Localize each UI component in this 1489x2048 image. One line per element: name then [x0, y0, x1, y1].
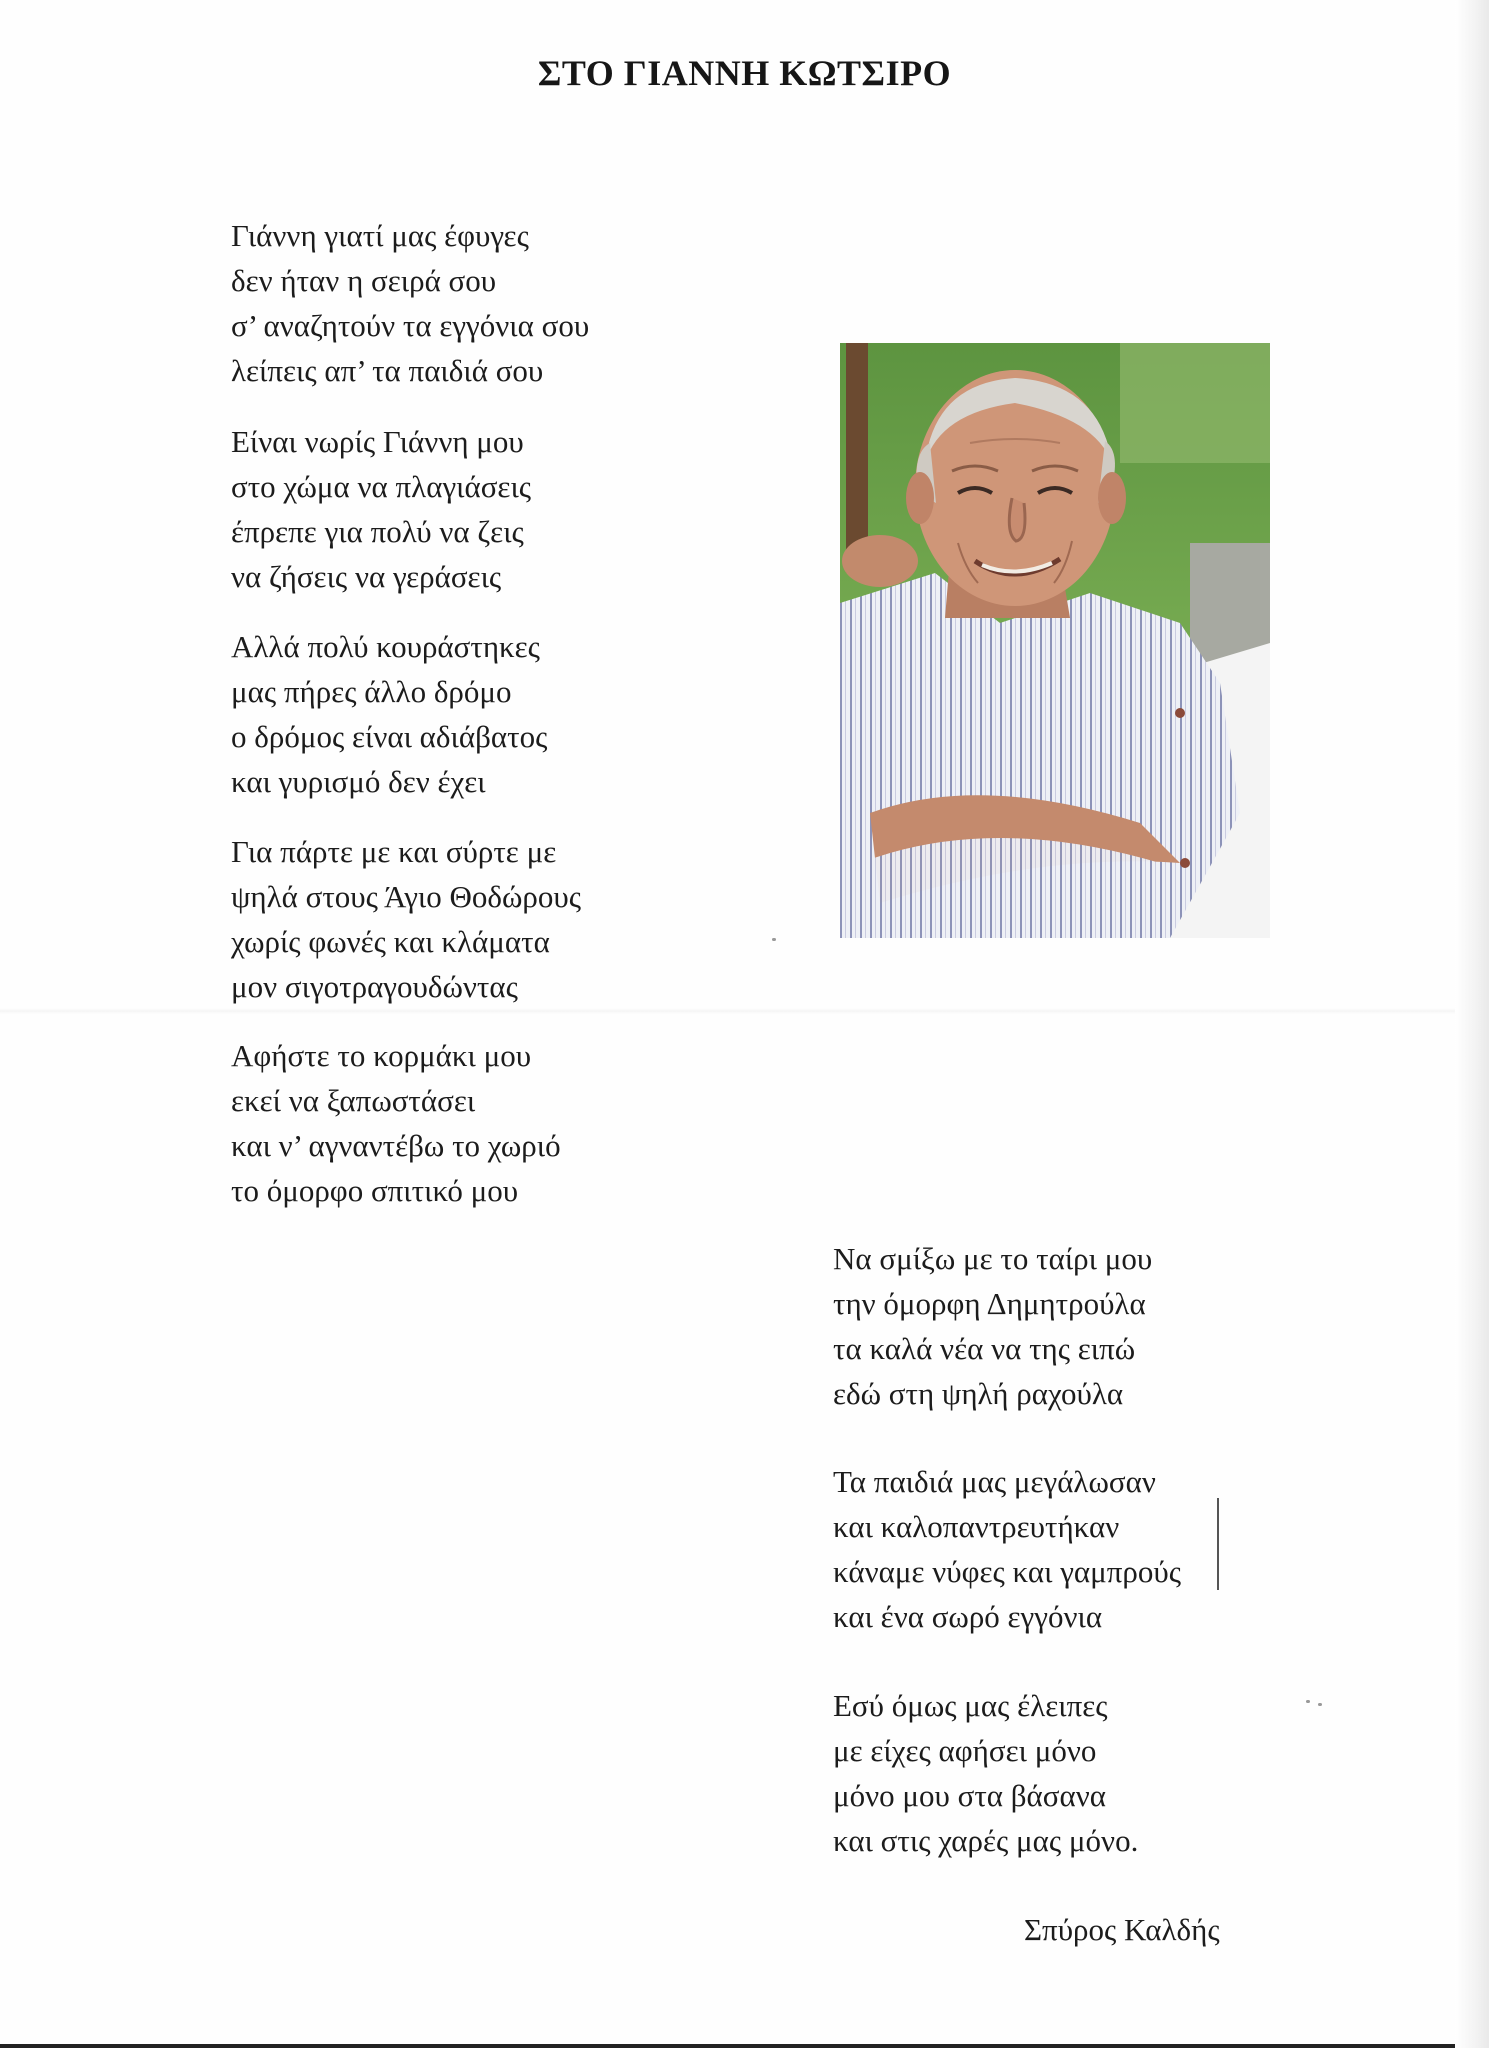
stanza-line: μον σιγοτραγουδώντας [231, 969, 518, 1004]
stanza-line: ψηλά στους Άγιο Θοδώρους [231, 879, 582, 914]
stanza-line: κάναμε νύφες και γαμπρούς [833, 1554, 1182, 1589]
stanza-line: Εσύ όμως μας έλειπες [833, 1688, 1108, 1723]
stanza-line: Αφήστε το κορμάκι μου [231, 1038, 532, 1073]
stanza-line: Αλλά πολύ κουράστηκες [231, 629, 540, 664]
stanza-line: τα καλά νέα να της ειπώ [833, 1331, 1136, 1366]
stanza-line: και ν’ αγναντέβω το χωριό [231, 1128, 561, 1163]
stanza-8 [833, 1683, 1138, 1863]
stanza-7 [833, 1459, 1181, 1639]
author-signature: Σπύρος Καλδής [1024, 1912, 1220, 1947]
paper-fold-line [0, 1008, 1489, 1014]
stanza-line: μόνο μου στα βάσανα [833, 1778, 1106, 1813]
portrait-photo [840, 343, 1270, 938]
stanza-line: και στις χαρές μας μόνο. [833, 1823, 1139, 1858]
stanza-line: Να σμίξω με το ταίρι μου [833, 1241, 1153, 1276]
portrait-photo-icon [840, 343, 1270, 938]
stanza-2 [231, 419, 531, 599]
stanza-line: χωρίς φωνές και κλάματα [231, 924, 550, 959]
stanza-line: ο δρόμος είναι αδιάβατος [231, 719, 548, 754]
stanza-line: και γυρισμό δεν έχει [231, 764, 486, 799]
stanza-line: σ’ αναζητούν τα εγγόνια σου [231, 308, 590, 343]
scan-speck [772, 938, 776, 941]
stanza-line: την όμορφη Δημητρούλα [833, 1286, 1146, 1321]
stanza-line: Είναι νωρίς Γιάννη μου [231, 424, 524, 459]
stanza-line: έπρεπε για πολύ να ζεις [231, 514, 524, 549]
stanza-line: και καλοπαντρευτήκαν [833, 1509, 1120, 1544]
scan-speck [1306, 1700, 1310, 1703]
stanza-1 [231, 213, 589, 393]
stanza-line: εκεί να ξαπωστάσει [231, 1083, 476, 1118]
poem-title: ΣΤΟ ΓΙΑΝΝΗ ΚΩΤΣΙΡΟ [537, 53, 952, 93]
stanza-line: μας πήρες άλλο δρόμο [231, 674, 512, 709]
stanza-6 [833, 1236, 1152, 1416]
stanza-5 [231, 1033, 561, 1213]
stanza-line: και ένα σωρό εγγόνια [833, 1599, 1103, 1634]
stanza-line: Τα παιδιά μας μεγάλωσαν [833, 1464, 1156, 1499]
stanza-3 [231, 624, 547, 804]
stanza-line: λείπεις απ’ τα παιδιά σου [231, 353, 544, 388]
stanza-line: το όμορφο σπιτικό μου [231, 1173, 519, 1208]
scan-speck [1318, 1703, 1322, 1706]
stanza-4 [231, 829, 581, 1009]
stanza-line: δεν ήταν η σειρά σου [231, 263, 497, 298]
stanza-line: με είχες αφήσει μόνο [833, 1733, 1097, 1768]
stanza-line: στο χώμα να πλαγιάσεις [231, 469, 532, 504]
scan-mark [1217, 1498, 1219, 1590]
scan-bottom-edge [0, 2044, 1489, 2048]
stanza-line: να ζήσεις να γεράσεις [231, 559, 502, 594]
stanza-line: Γιάννη γιατί μας έφυγες [231, 218, 529, 253]
stanza-line: εδώ στη ψηλή ραχούλα [833, 1376, 1124, 1411]
stanza-line: Για πάρτε με και σύρτε με [231, 834, 557, 869]
